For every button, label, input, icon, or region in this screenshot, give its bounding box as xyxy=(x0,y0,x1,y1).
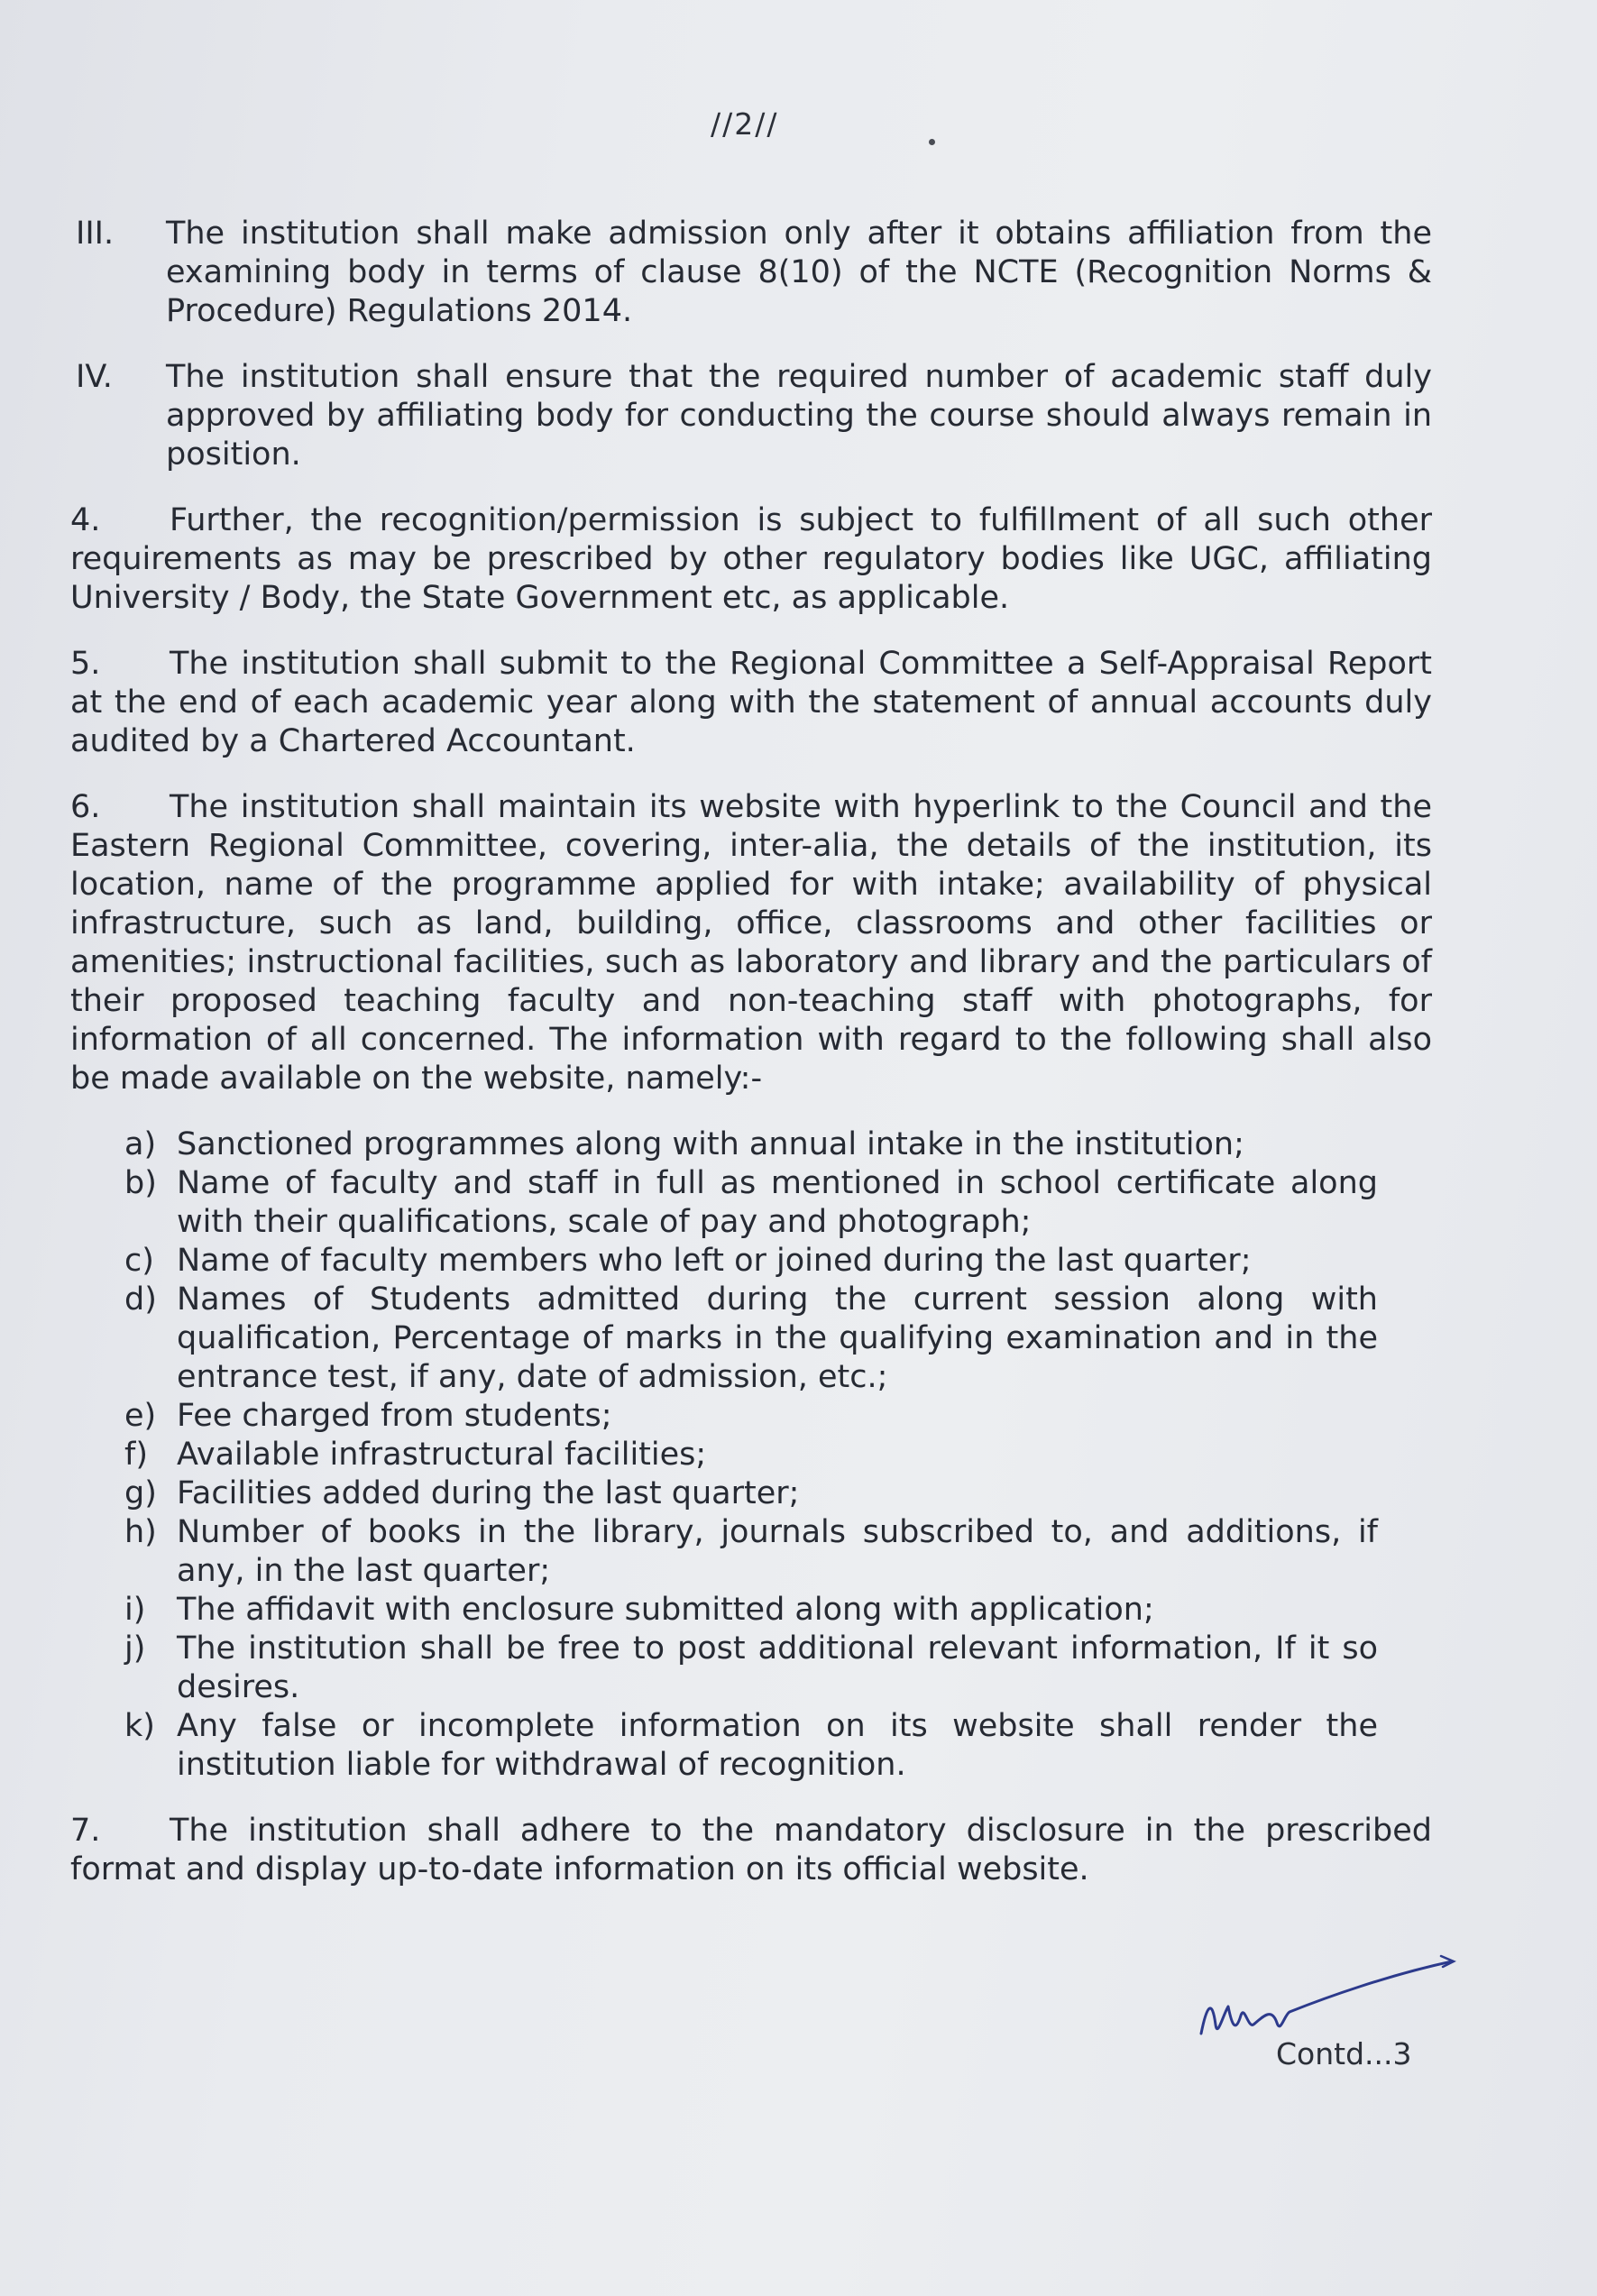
page-number: //2// xyxy=(711,106,779,142)
clause-iii xyxy=(70,215,1432,331)
paragraph-4 xyxy=(70,501,1432,618)
clause-text: The institution shall make admission only after it obtains affiliation from the examining body in terms of clause 8(10) of the NCTE (Recognition Norms & Procedure) Regulations 2014. xyxy=(166,216,1432,329)
list-item xyxy=(124,1707,1378,1785)
list-item xyxy=(124,1630,1378,1707)
list-item xyxy=(124,1513,1378,1591)
list-item xyxy=(124,1397,1378,1436)
list-item xyxy=(124,1436,1378,1474)
list-label: c) xyxy=(124,1243,154,1279)
list-item xyxy=(124,1474,1378,1513)
paragraph-number: 6. xyxy=(70,789,101,825)
paragraph-text: Further, the recognition/permission is subject to fulfillment of all such other requirements as may be prescribed by other regulatory bodies like UGC, affiliating University / Body, the State Government etc, as applicable. xyxy=(70,502,1432,616)
list-item xyxy=(124,1591,1378,1630)
paragraph-text: The institution shall submit to the Regional Committee a Self-Appraisal Report at the end of each academic year along with the statement of annual accounts duly audited by a Chartered Accountant. xyxy=(70,646,1432,759)
paragraph-text: The institution shall maintain its website with hyperlink to the Council and the Eastern Regional Committee, covering, inter-alia, the details of the institution, its location, name of the programme applied for with intake; availability of physical infrastructure, such as land, building, office, classrooms and other facilities or amenities; instructional facilities, such as laboratory and library and the particulars of their proposed teaching faculty and non-teaching staff with photographs, for information of all concerned. The information with regard to the following shall also be made available on the website, namely:- xyxy=(70,789,1432,1097)
list-item xyxy=(124,1242,1378,1281)
list-label: b) xyxy=(124,1165,157,1201)
list-label: j) xyxy=(124,1630,146,1667)
list-text: The affidavit with enclosure submitted along with application; xyxy=(177,1592,1154,1628)
list-item xyxy=(124,1125,1378,1164)
list-text: Facilities added during the last quarter; xyxy=(177,1475,800,1511)
list-item xyxy=(124,1281,1378,1397)
clause-number: III. xyxy=(76,216,115,252)
paragraph-number: 7. xyxy=(70,1813,101,1849)
list-label: g) xyxy=(124,1475,157,1511)
ink-dot xyxy=(929,139,935,145)
list-label: k) xyxy=(124,1708,155,1744)
clause-iv xyxy=(70,358,1432,474)
list-text: Available infrastructural facilities; xyxy=(177,1437,707,1473)
signature-stroke xyxy=(1201,1961,1452,2034)
list-text: Name of faculty members who left or joined during the last quarter; xyxy=(177,1243,1252,1279)
continued-note: Contd...3 xyxy=(1276,2036,1412,2071)
list-label: a) xyxy=(124,1126,157,1162)
list-text: Number of books in the library, journals subscribed to, and additions, if any, in the last quarter; xyxy=(177,1514,1378,1589)
paragraph-6 xyxy=(70,788,1432,1098)
list-label: d) xyxy=(124,1281,157,1318)
paragraph-text: The institution shall adhere to the mandatory disclosure in the prescribed format and display up-to-date information on its official website. xyxy=(70,1813,1432,1887)
document-body xyxy=(70,215,1432,1916)
list-text: Names of Students admitted during the current session along with qualification, Percentage of marks in the qualifying examination and in the entrance test, if any, date of admission, etc.; xyxy=(177,1281,1378,1395)
list-text: Name of faculty and staff in full as mentioned in school certificate along with their qualifications, scale of pay and photograph; xyxy=(177,1165,1378,1240)
paragraph-5 xyxy=(70,645,1432,761)
clause-text: The institution shall ensure that the required number of academic staff duly approved by affiliating body for conducting the course should always remain in position. xyxy=(166,359,1432,473)
list-label: i) xyxy=(124,1592,146,1628)
list-text: The institution shall be free to post additional relevant information, If it so desires. xyxy=(177,1630,1378,1705)
paragraph-number: 4. xyxy=(70,502,101,538)
paragraph-number: 5. xyxy=(70,646,101,682)
list-label: e) xyxy=(124,1398,157,1434)
list-label: h) xyxy=(124,1514,157,1550)
paragraph-7 xyxy=(70,1812,1432,1889)
list-item xyxy=(124,1164,1378,1242)
list-text: Sanctioned programmes along with annual intake in the institution; xyxy=(177,1126,1244,1162)
list-label: f) xyxy=(124,1437,148,1473)
list-text: Any false or incomplete information on its website shall render the institution liable for withdrawal of recognition. xyxy=(177,1708,1378,1783)
list-text: Fee charged from students; xyxy=(177,1398,612,1434)
clause-number: IV. xyxy=(76,359,113,395)
website-info-list xyxy=(124,1125,1378,1785)
